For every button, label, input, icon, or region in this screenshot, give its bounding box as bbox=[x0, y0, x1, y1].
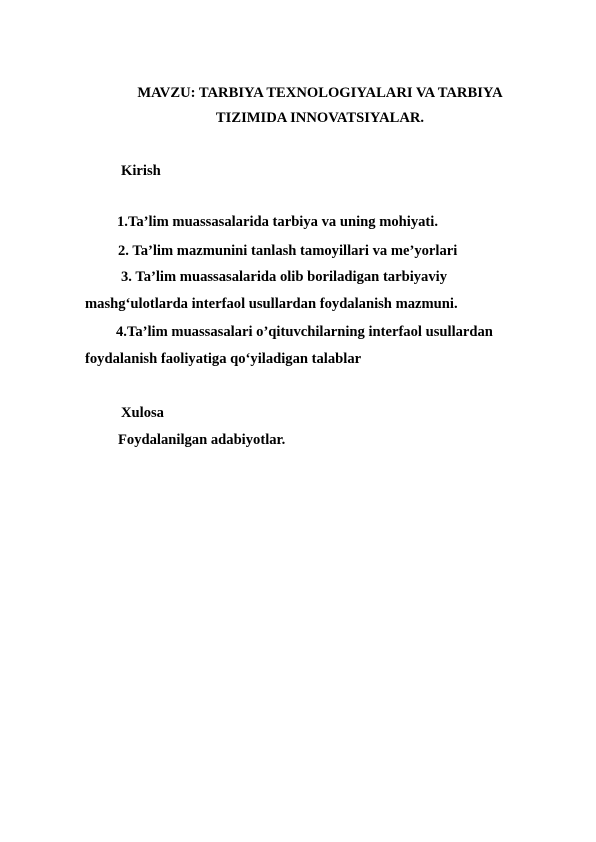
references-heading: Foydalanilgan adabiyotlar. bbox=[118, 432, 286, 448]
title-line-1: MAVZU: TARBIYA TEXNOLOGIYALARI VA TARBIYA bbox=[137, 85, 503, 101]
toc-item-3-line-2: mashg‘ulotlarda interfaol usullardan foydalanish mazmuni. bbox=[85, 296, 458, 312]
toc-item-4-line-1: 4.Ta’lim muassasalari o’qituvchilarning interfaol usullardan bbox=[116, 324, 493, 340]
title-line-2: TIZIMIDA INNOVATSIYALAR. bbox=[215, 110, 425, 126]
toc-item-3-line-1: 3. Ta’lim muassasalarida olib boriladigan tarbiyaviy bbox=[121, 269, 447, 285]
intro-heading: Kirish bbox=[121, 163, 161, 179]
toc-item-1: 1.Ta’lim muassasalarida tarbiya va uning mohiyati. bbox=[117, 214, 438, 230]
toc-item-2: 2. Ta’lim mazmunini tanlash tamoyillari va me’yorlari bbox=[118, 243, 458, 259]
toc-item-4-line-2: foydalanish faoliyatiga qo‘yiladigan talablar bbox=[85, 351, 362, 367]
conclusion-heading: Xulosa bbox=[121, 405, 164, 421]
